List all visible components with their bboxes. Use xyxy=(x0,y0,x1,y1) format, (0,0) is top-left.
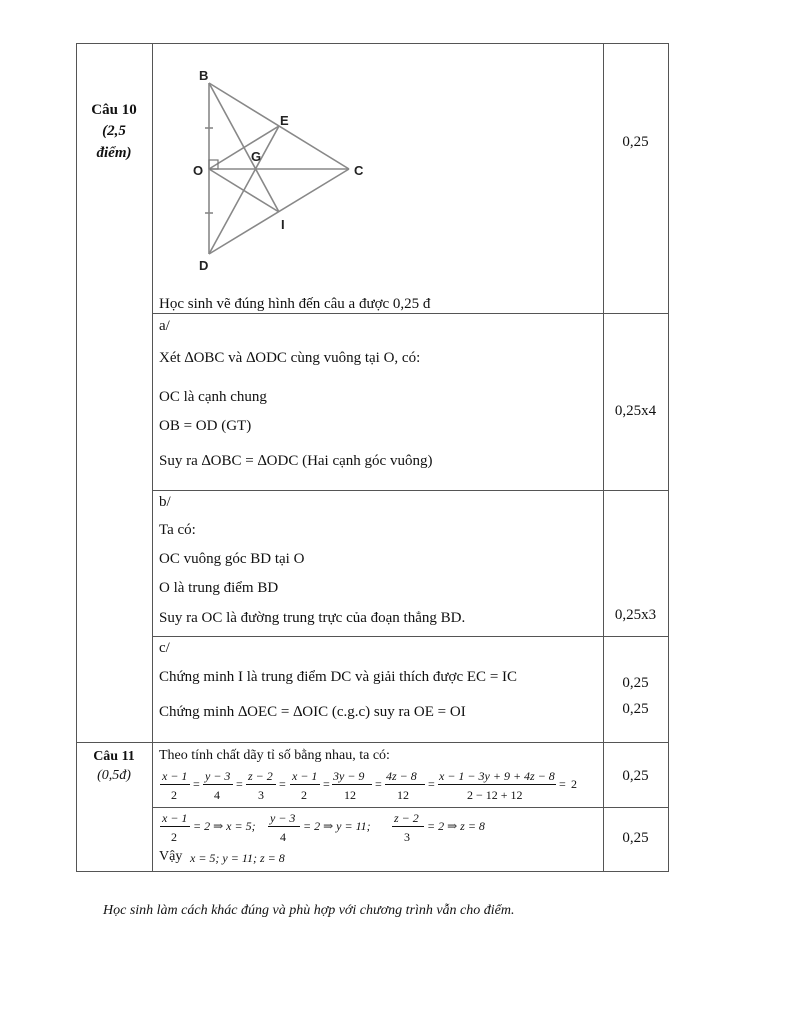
point-label-d: D xyxy=(199,258,209,273)
part-a-score: 0,25x4 xyxy=(614,403,657,419)
eq-sign-7: = xyxy=(559,777,566,791)
q11-intro: Theo tính chất dãy tỉ số bằng nhau, ta có: xyxy=(159,748,390,763)
frac2-num: y − 3 xyxy=(205,769,231,783)
part-a-label: a/ xyxy=(159,318,170,334)
eq2-frac1-den: 2 xyxy=(171,830,177,844)
eq-sign-5: = xyxy=(375,777,382,791)
frac6-den: 12 xyxy=(397,788,409,802)
eq2-result1: = 2 ⇒ x = 5; xyxy=(193,819,256,833)
frac2-bar xyxy=(203,784,233,785)
eq2-result3: = 2 ⇒ z = 8 xyxy=(427,819,485,833)
eq2-frac2-den: 4 xyxy=(280,830,286,844)
frac3-bar xyxy=(246,784,276,785)
frac4-den: 2 xyxy=(301,788,307,802)
q11-conclusion: x = 5; y = 11; z = 8 xyxy=(190,851,285,865)
eq-sign-4: = xyxy=(323,777,330,791)
q10-points-line2: điểm) xyxy=(96,145,132,161)
part-a-line2: OC là cạnh chung xyxy=(159,389,267,405)
eq2-result2: = 2 ⇒ y = 11; xyxy=(303,819,371,833)
frac1-num: x − 1 xyxy=(162,769,188,783)
frac7-bar xyxy=(438,784,556,785)
q11-label: Câu 11 xyxy=(93,749,135,764)
eq2-frac1-bar xyxy=(160,826,190,827)
frac5-bar xyxy=(332,784,372,785)
eq2-frac2-num: y − 3 xyxy=(270,811,296,825)
part-a-line4: Suy ra ∆OBC = ∆ODC (Hai cạnh góc vuông) xyxy=(159,453,433,469)
q11-conclusion-prefix: Vậy xyxy=(159,849,183,864)
frac3-num: z − 2 xyxy=(248,769,273,783)
part-a-line1: Xét ∆OBC và ∆ODC cùng vuông tại O, có: xyxy=(159,350,421,366)
figure-score: 0,25 xyxy=(622,134,649,150)
eq2-frac1-num: x − 1 xyxy=(162,811,188,825)
point-label-o: O xyxy=(193,163,204,178)
part-b-label: b/ xyxy=(159,494,171,510)
eq2-frac3-num: z − 2 xyxy=(394,811,419,825)
eq-sign-3: = xyxy=(279,777,286,791)
eq-sign-1: = xyxy=(193,777,200,791)
q11-score1: 0,25 xyxy=(622,768,649,784)
q11-score2: 0,25 xyxy=(622,830,649,846)
row-divider-q10-end xyxy=(76,742,669,743)
frac5-den: 12 xyxy=(344,788,356,802)
row-divider-a xyxy=(152,490,669,491)
frac7-num: x − 1 − 3y + 9 + 4z − 8 xyxy=(439,769,555,783)
part-b-line2: OC vuông góc BD tại O xyxy=(159,551,305,567)
row-divider-q11 xyxy=(152,807,669,808)
part-c-label: c/ xyxy=(159,640,170,656)
part-c-score1: 0,25 xyxy=(622,675,649,691)
part-b-line3: O là trung điểm BD xyxy=(159,580,279,596)
part-b-line1: Ta có: xyxy=(159,522,196,538)
eq-sign-6: = xyxy=(428,777,435,791)
frac5-num: 3y − 9 xyxy=(333,769,365,783)
part-b-score: 0,25x3 xyxy=(614,607,657,623)
q10-label: Câu 10 xyxy=(91,102,137,118)
part-c-score2: 0,25 xyxy=(622,701,649,717)
frac2-den: 4 xyxy=(214,788,220,802)
eq-sign-2: = xyxy=(236,777,243,791)
part-c-line2: Chứng minh ∆OEC = ∆OIC (c.g.c) suy ra OE = OI xyxy=(159,704,466,720)
row-divider-b xyxy=(152,636,669,637)
point-label-i: I xyxy=(281,217,285,232)
row-divider-figure xyxy=(152,313,669,314)
figure-note: Học sinh vẽ đúng hình đến câu a được 0,25 đ xyxy=(159,296,431,312)
table-divider-col2 xyxy=(603,43,604,871)
frac1-den: 2 xyxy=(171,788,177,802)
table-border-right xyxy=(668,43,669,871)
point-label-c: C xyxy=(354,163,364,178)
table-border-bottom xyxy=(76,871,669,872)
frac6-bar xyxy=(385,784,425,785)
frac1-bar xyxy=(160,784,190,785)
q10-points-line1: (2,5 xyxy=(102,123,126,139)
footer-note: Học sinh làm cách khác đúng và phù hợp với chương trình vẫn cho điểm. xyxy=(103,903,515,918)
geometry-figure xyxy=(185,62,385,282)
frac3-den: 3 xyxy=(258,788,264,802)
point-label-e: E xyxy=(280,113,289,128)
eq2-frac2-bar xyxy=(268,826,300,827)
point-label-g: G xyxy=(251,149,262,164)
q11-points: (0,5đ) xyxy=(97,768,131,783)
eq2-frac3-bar xyxy=(392,826,424,827)
table-divider-col1 xyxy=(152,43,153,871)
part-c-line1: Chứng minh I là trung điểm DC và giải thích được EC = IC xyxy=(159,669,518,685)
frac4-bar xyxy=(290,784,320,785)
eq1-result: 2 xyxy=(571,777,577,791)
part-a-line3: OB = OD (GT) xyxy=(159,418,252,434)
table-border-top xyxy=(76,43,669,44)
frac7-den: 2 − 12 + 12 xyxy=(467,788,523,802)
frac6-num: 4z − 8 xyxy=(386,769,417,783)
eq2-frac3-den: 3 xyxy=(404,830,410,844)
frac4-num: x − 1 xyxy=(292,769,318,783)
part-b-line4: Suy ra OC là đường trung trực của đoạn thẳng BD. xyxy=(159,610,466,626)
table-border-left xyxy=(76,43,77,871)
point-label-b: B xyxy=(199,68,209,83)
